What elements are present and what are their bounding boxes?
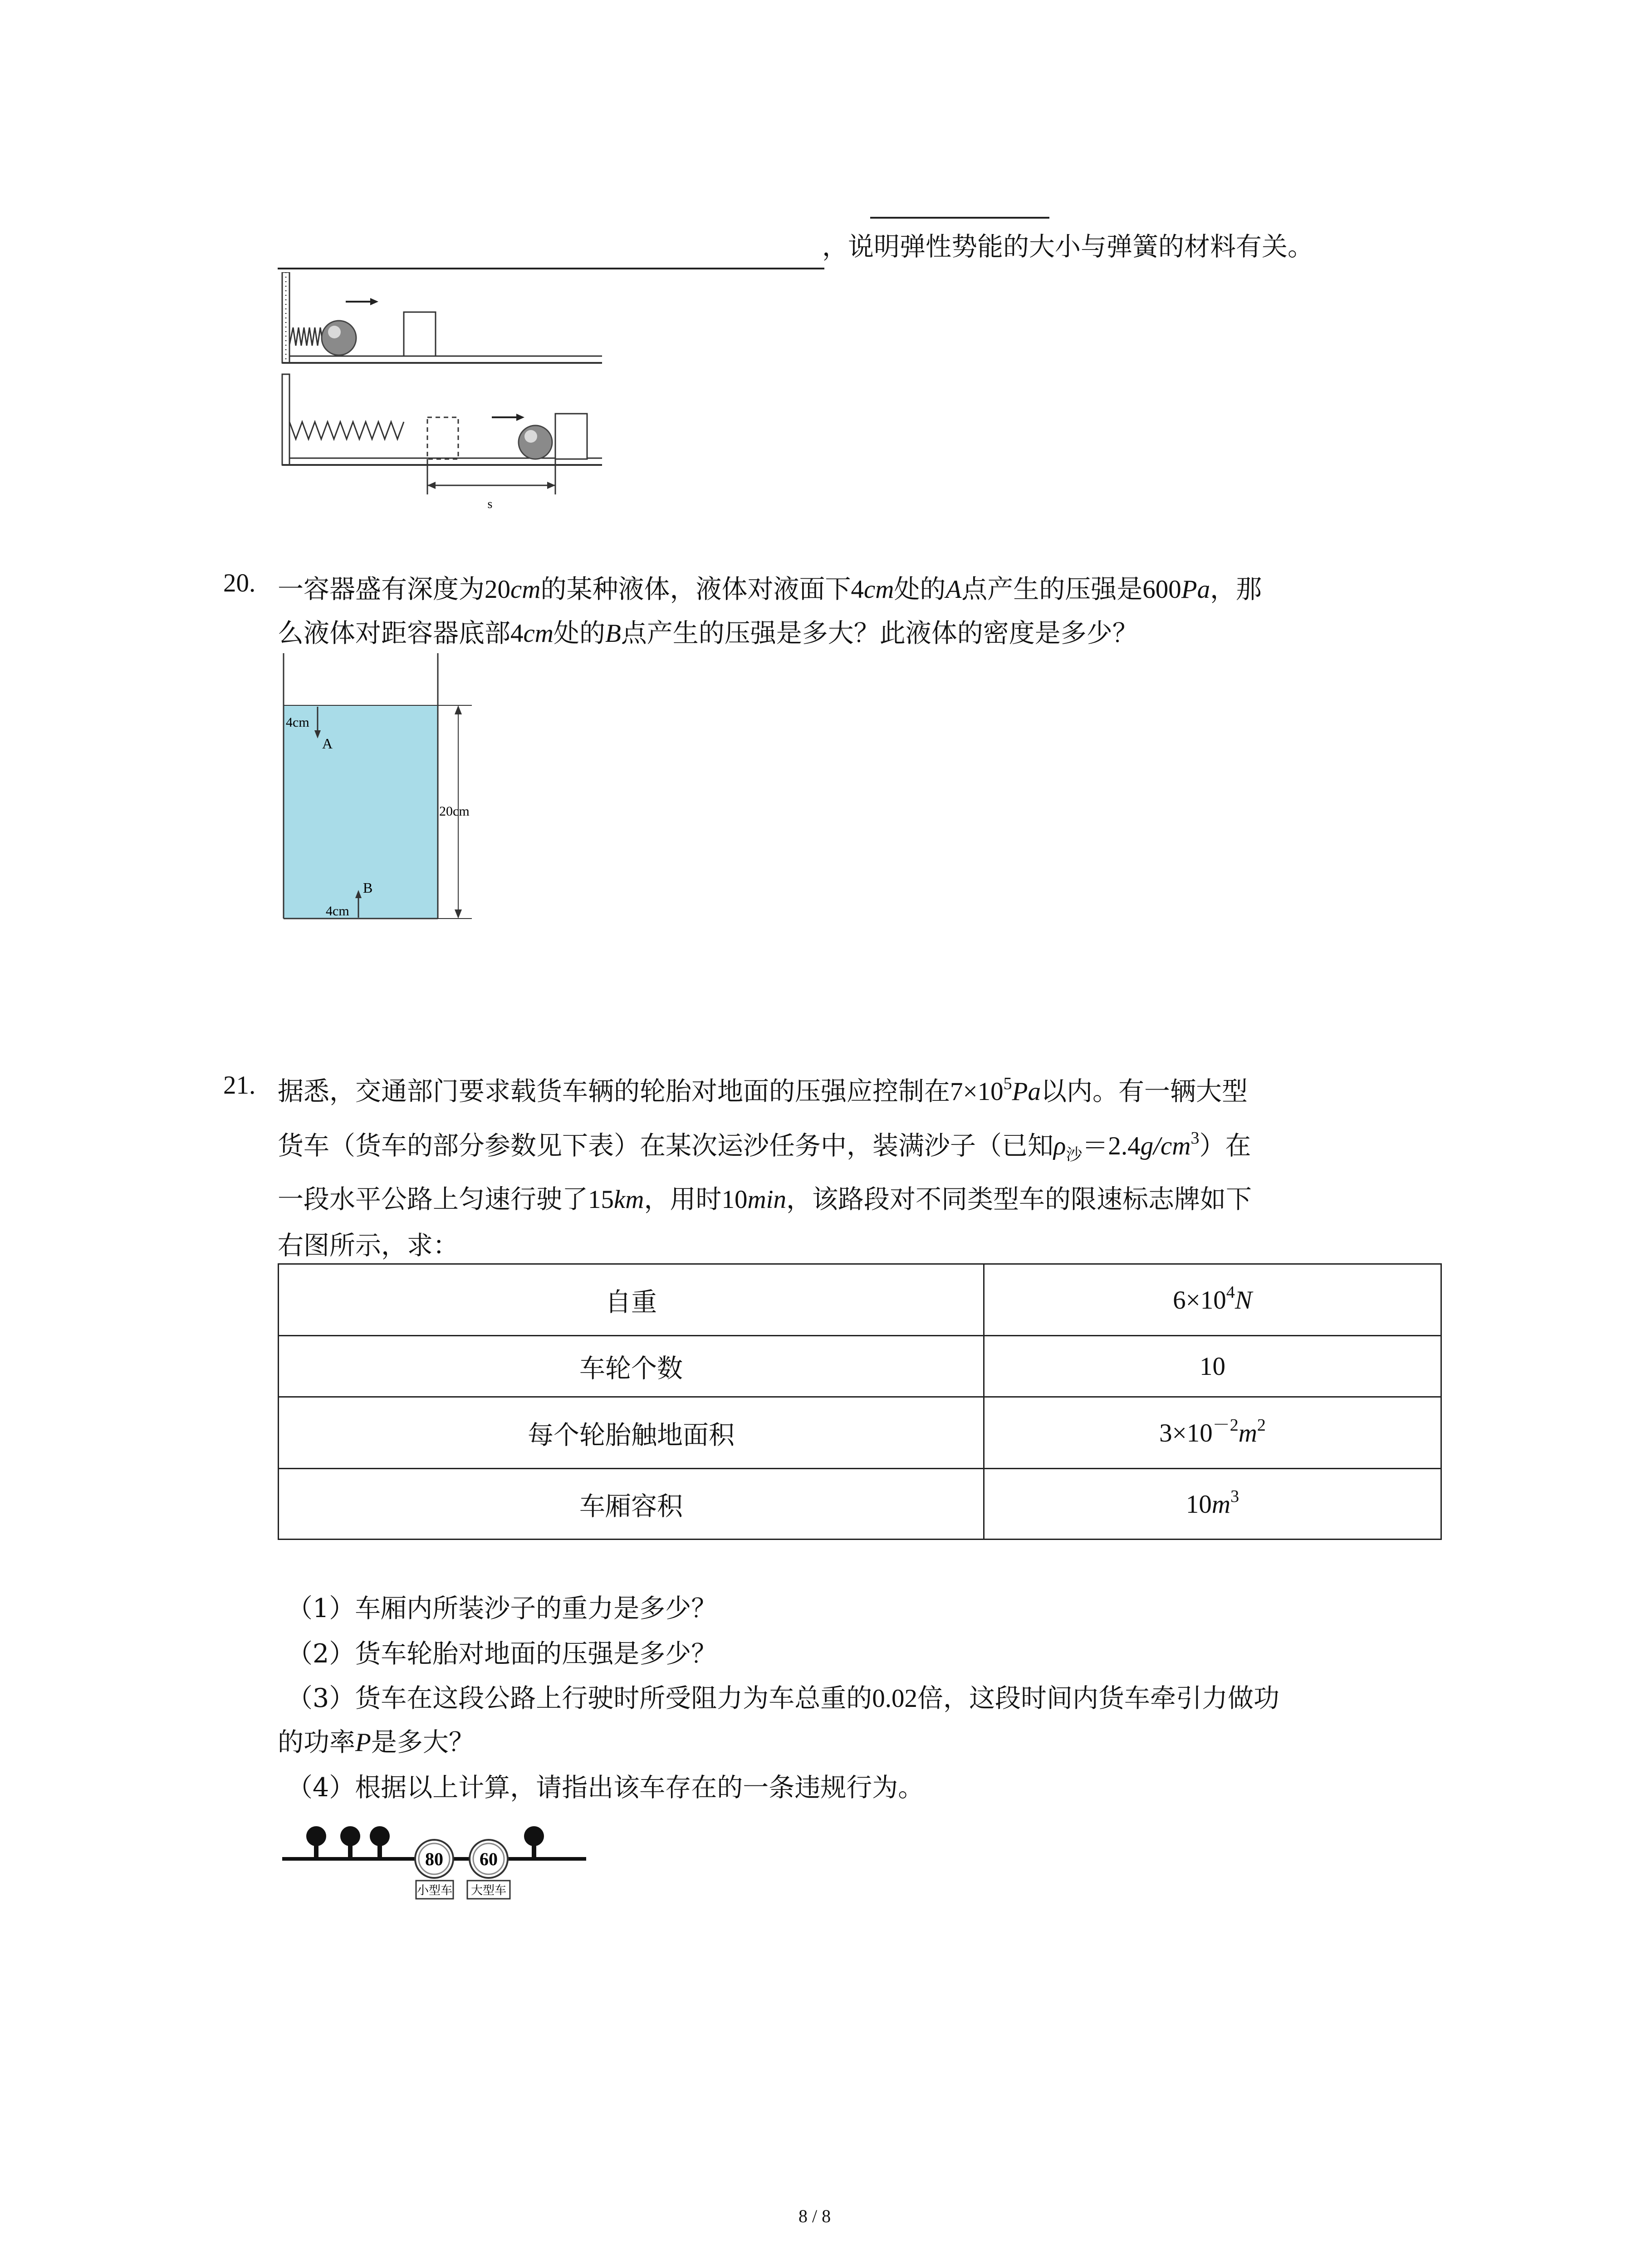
q21-text: 是多大？ bbox=[371, 1727, 475, 1757]
q21-ratio: 0.02 bbox=[872, 1684, 918, 1713]
q20-text: ，那 bbox=[1210, 574, 1262, 604]
q21-rho: ρ bbox=[1053, 1132, 1066, 1160]
q20-pressure-unit: Pa bbox=[1181, 575, 1210, 604]
point-a-label: A bbox=[322, 735, 333, 752]
value-text: 3×10 bbox=[1159, 1418, 1213, 1447]
distance-label-s: s bbox=[487, 497, 493, 511]
value-text: 10 bbox=[1185, 1490, 1212, 1519]
q21-exp: 3 bbox=[1190, 1129, 1200, 1148]
q20-unit: cm bbox=[863, 575, 894, 604]
q21-text: 倍，这段时间内货车牵引力做功 bbox=[917, 1683, 1280, 1713]
q21-text: ）在 bbox=[1199, 1131, 1251, 1161]
q21-line4: 右图所示，求： bbox=[278, 1231, 459, 1261]
q21-text: ，用时 bbox=[644, 1184, 722, 1214]
value-text: 6×10 bbox=[1173, 1286, 1226, 1315]
q20-point-a: A bbox=[945, 575, 962, 604]
table-row bbox=[279, 1264, 1441, 1336]
table-row bbox=[279, 1397, 1441, 1469]
value-exp: 4 bbox=[1226, 1282, 1235, 1302]
q20-pressure: 600 bbox=[1142, 575, 1181, 604]
speed-limit-sign-figure bbox=[278, 1813, 595, 1913]
spring-compressed-panel bbox=[282, 272, 602, 363]
q21-sub3-line1 bbox=[287, 1677, 1279, 1715]
q20-point-b: B bbox=[605, 619, 621, 648]
table-cell-value bbox=[984, 1397, 1441, 1469]
spring-released-panel bbox=[282, 374, 602, 511]
q20-depth-a: 4 bbox=[851, 575, 864, 604]
table-cell-value bbox=[984, 1469, 1441, 1540]
q21-unit: min bbox=[747, 1185, 786, 1214]
q20-text: 点产生的压强是 bbox=[961, 574, 1143, 604]
table-row bbox=[279, 1336, 1441, 1397]
q19-tail-text: ，说明弹性势能的大小与弹簧的材料有关。 bbox=[822, 232, 1313, 262]
q21-text: 据悉，交通部门要求载货车辆的轮胎对地面的压强应控制在 bbox=[278, 1076, 950, 1106]
q20-depth: 20 bbox=[485, 575, 510, 604]
table-cell-label: 车轮个数 bbox=[279, 1336, 984, 1397]
value-unit: N bbox=[1234, 1286, 1252, 1315]
q21-line3 bbox=[278, 1178, 1252, 1216]
top-depth-label: 4cm bbox=[286, 715, 309, 730]
q20-text: 处的 bbox=[894, 574, 946, 604]
q21-number: 21. bbox=[223, 1071, 256, 1100]
q21-time: 10 bbox=[721, 1185, 748, 1214]
q21-rho-sub: 沙 bbox=[1066, 1145, 1083, 1164]
value-unit-exp: 3 bbox=[1230, 1486, 1239, 1506]
spring-ball-figure bbox=[278, 272, 609, 517]
q21-distance: 15 bbox=[588, 1185, 614, 1214]
q21-power-symbol: P bbox=[355, 1728, 371, 1757]
q21-line1 bbox=[278, 1070, 1248, 1108]
speed-80: 80 bbox=[425, 1849, 443, 1869]
value-exp: －2 bbox=[1212, 1415, 1239, 1435]
q21-density-unit: g/cm bbox=[1140, 1132, 1191, 1160]
table-row bbox=[279, 1469, 1441, 1540]
q21-sub3-line2 bbox=[278, 1721, 475, 1759]
q20-line2 bbox=[278, 612, 1138, 650]
q20-unit: cm bbox=[510, 575, 541, 604]
q20-text: 的某种液体，液体对液面下 bbox=[540, 574, 851, 604]
page-number: 8 / 8 bbox=[798, 2206, 831, 2226]
q21-density: ＝2.4 bbox=[1082, 1132, 1141, 1160]
large-vehicle-sign bbox=[467, 1840, 510, 1899]
large-vehicle-label: 大型车 bbox=[470, 1884, 507, 1897]
table-cell-value bbox=[984, 1264, 1441, 1336]
table-cell-label: 每个轮胎触地面积 bbox=[279, 1397, 984, 1469]
truck-parameter-table bbox=[278, 1263, 1442, 1540]
table-cell-label: 自重 bbox=[279, 1264, 984, 1336]
table-cell-label: 车厢容积 bbox=[279, 1469, 984, 1540]
small-vehicle-sign bbox=[415, 1840, 453, 1899]
answer-blank-long bbox=[278, 268, 824, 269]
q21-sub4: （4）根据以上计算，请指出该车存在的一条违规行为。 bbox=[287, 1773, 924, 1803]
q21-text: 以内。有一辆大型 bbox=[1040, 1076, 1248, 1106]
q21-exp: 5 bbox=[1003, 1074, 1012, 1093]
q21-sub1: （1）车厢内所装沙子的重力是多少？ bbox=[287, 1593, 717, 1623]
q21-sub2: （2）货车轮胎对地面的压强是多少？ bbox=[287, 1639, 717, 1669]
q20-text: 么液体对距容器底部 bbox=[278, 618, 510, 648]
answer-blank-short bbox=[870, 217, 1049, 219]
q20-line1 bbox=[278, 568, 1262, 606]
value-unit-exp: 2 bbox=[1257, 1415, 1266, 1435]
q21-text: （3）货车在这段公路上行驶时所受阻力为车总重的 bbox=[287, 1683, 872, 1713]
q21-text: 货车（货车的部分参数见下表）在某次运沙任务中，装满沙子（已知 bbox=[278, 1131, 1053, 1161]
value-text: 10 bbox=[1200, 1352, 1225, 1381]
q21-line2 bbox=[278, 1125, 1251, 1165]
q21-pressure-limit: 7×10 bbox=[950, 1077, 1004, 1106]
q20-number: 20. bbox=[223, 569, 256, 597]
small-vehicle-label: 小型车 bbox=[416, 1884, 453, 1897]
bottom-depth-label: 4cm bbox=[326, 904, 349, 919]
liquid bbox=[284, 705, 438, 919]
q21-text: ，该路段对不同类型车的限速标志牌如下 bbox=[786, 1184, 1252, 1214]
q20-text: 点产生的压强是多大？此液体的密度是多少？ bbox=[621, 618, 1138, 648]
table-cell-value bbox=[984, 1336, 1441, 1397]
q20-depth-b: 4 bbox=[510, 619, 524, 648]
q21-text: 一段水平公路上匀速行驶了 bbox=[278, 1184, 588, 1214]
container-figure bbox=[272, 653, 499, 925]
q20-text: 一容器盛有深度为 bbox=[278, 574, 485, 604]
q21-unit: Pa bbox=[1012, 1077, 1041, 1106]
point-b-label: B bbox=[363, 880, 373, 896]
q21-unit: km bbox=[614, 1185, 644, 1214]
q20-text: 处的 bbox=[553, 618, 605, 648]
depth-label: 20cm bbox=[439, 804, 470, 819]
speed-60: 60 bbox=[480, 1849, 498, 1869]
q21-text: 的功率 bbox=[278, 1727, 355, 1757]
value-unit: m bbox=[1211, 1490, 1231, 1519]
q20-unit: cm bbox=[523, 619, 554, 648]
value-unit: m bbox=[1238, 1418, 1257, 1447]
